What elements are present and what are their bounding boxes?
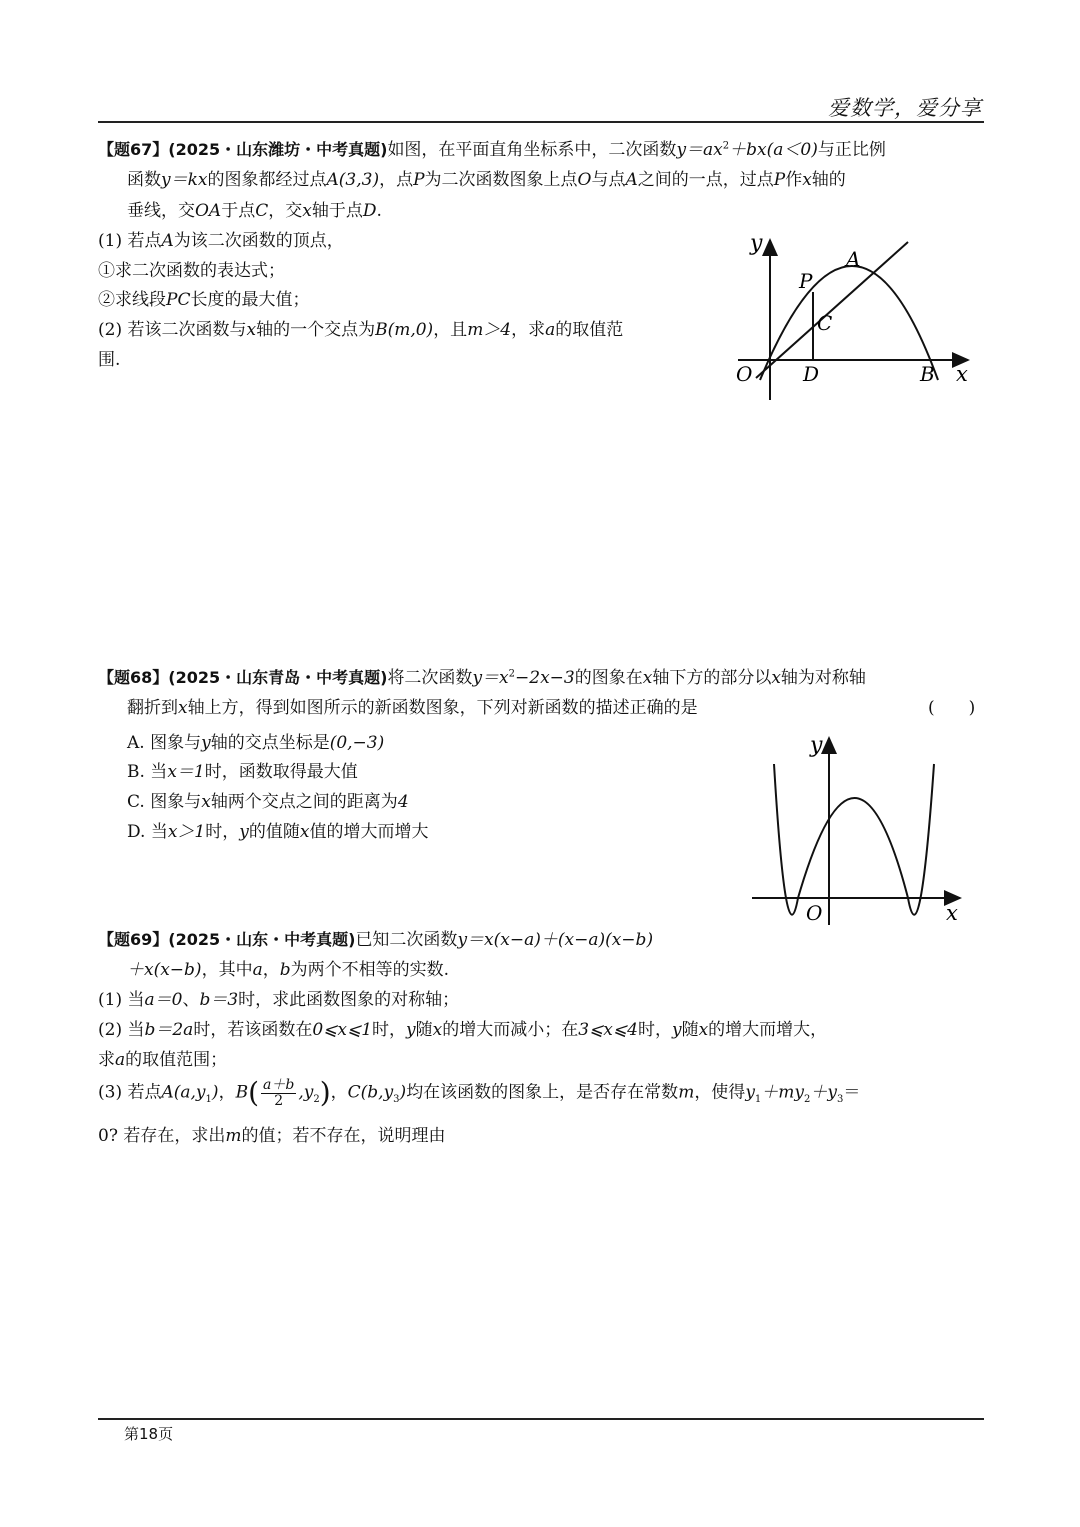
q68-line-1: 【题68】(2025・山东青岛・中考真题)将二次函数$y=x^2-2x-3$的图象在x轴下方的部分以x轴为对称轴 bbox=[98, 668, 866, 688]
q68-figure bbox=[748, 730, 973, 930]
q67-part-2: (2) 若该二次函数与x轴的一个交点为B(m,0)，且m＞4，求a的取值范 bbox=[98, 320, 624, 340]
q67-line-1: 【题67】(2025・山东潍坊・中考真题)如图，在平面直角坐标系中，二次函数$y=ax^2+bx(a<0)$与正比例 bbox=[98, 140, 886, 160]
q67-label-y: y bbox=[750, 231, 763, 256]
q67-part-1: (1) 若点A为该二次函数的顶点， bbox=[98, 231, 344, 251]
q68-label-y: y bbox=[810, 733, 823, 758]
q67-line-2: 函数y＝kx的图象都经过点A(3,3)，点P为二次函数图象上点O与点A之间的一点，过点P作x轴的 bbox=[127, 170, 846, 190]
q68-label-x: x bbox=[946, 901, 958, 925]
q67-label-o: O bbox=[736, 362, 753, 386]
q67-part-1-sub-2: ②求线段PC长度的最大值； bbox=[98, 290, 310, 310]
q67-label-d: D bbox=[803, 362, 820, 386]
q67-label-a: A bbox=[846, 247, 861, 271]
q67-parabola bbox=[760, 266, 938, 380]
footer-rule bbox=[98, 1418, 984, 1420]
q68-option-d: D. 当x＞1时，y的值随x值的增大而增大 bbox=[127, 822, 429, 842]
q68-option-b: B. 当x＝1时，函数取得最大值 bbox=[127, 762, 358, 782]
q68-option-c: C. 图象与x轴两个交点之间的距离为4 bbox=[127, 792, 409, 812]
q67-label-c: C bbox=[817, 311, 833, 335]
q69-line-1: 【题69】(2025・山东・中考真题)已知二次函数y＝x(x−a)＋(x−a)(x−b) bbox=[98, 930, 654, 950]
q69-line-2: ＋x(x−b)，其中a，b为两个不相等的实数. bbox=[127, 960, 450, 980]
q68-option-a: A. 图象与y轴的交点坐标是(0,−3) bbox=[127, 733, 385, 753]
header-rule bbox=[98, 121, 984, 123]
q67-figure bbox=[730, 228, 980, 403]
q69-fraction: $\frac{a+b}{2}$ bbox=[263, 1077, 295, 1109]
q67-part-1-sub-1: ①求二次函数的表达式； bbox=[98, 261, 285, 281]
q67-label-x: x bbox=[956, 362, 968, 386]
q68-answer-paren: ( ) bbox=[928, 698, 976, 718]
q69-part-3: (3) 若点$A(a,y_1)$，B( $\frac{a+b}{2}$ $,y_2$)，$C(b,y_3)$均在该函数的图象上，是否存在常数m，使得$y_1+my_2+y_3=$ bbox=[98, 1076, 861, 1110]
q69-part-2: (2) 当b＝2a时，若该函数在0⩽x⩽1时，y随x的增大而减小；在3⩽x⩽4时，y随x的增大而增大， bbox=[98, 1020, 828, 1040]
q67-tag: 【题67】(2025・山东潍坊・中考真题) bbox=[98, 140, 388, 159]
q67-part-2-cont: 围. bbox=[98, 350, 121, 370]
q67-line-oa bbox=[756, 242, 908, 378]
q67-line-3: 垂线，交OA于点C，交x轴于点D. bbox=[127, 201, 382, 221]
q69-part-1: (1) 当a＝0、b＝3时，求此函数图象的对称轴； bbox=[98, 990, 460, 1010]
q67-label-p: P bbox=[799, 269, 813, 293]
q68-new-function-graph bbox=[774, 764, 934, 915]
page-number: 第18页 bbox=[124, 1425, 174, 1443]
q68-label-o: O bbox=[806, 901, 823, 925]
header-slogan: 爱数学，爱分享 bbox=[828, 96, 982, 120]
q69-part-2-cont: 求a的取值范围； bbox=[98, 1050, 228, 1070]
q69-part-3-cont: 0? 若存在，求出m的值；若不存在，说明理由 bbox=[98, 1126, 446, 1146]
q68-line-2: 翻折到x轴上方，得到如图所示的新函数图象，下列对新函数的描述正确的是 bbox=[127, 698, 698, 718]
q69-tag: 【题69】(2025・山东・中考真题) bbox=[98, 930, 356, 949]
q67-label-b: B bbox=[920, 362, 935, 386]
q68-tag: 【题68】(2025・山东青岛・中考真题) bbox=[98, 668, 388, 687]
